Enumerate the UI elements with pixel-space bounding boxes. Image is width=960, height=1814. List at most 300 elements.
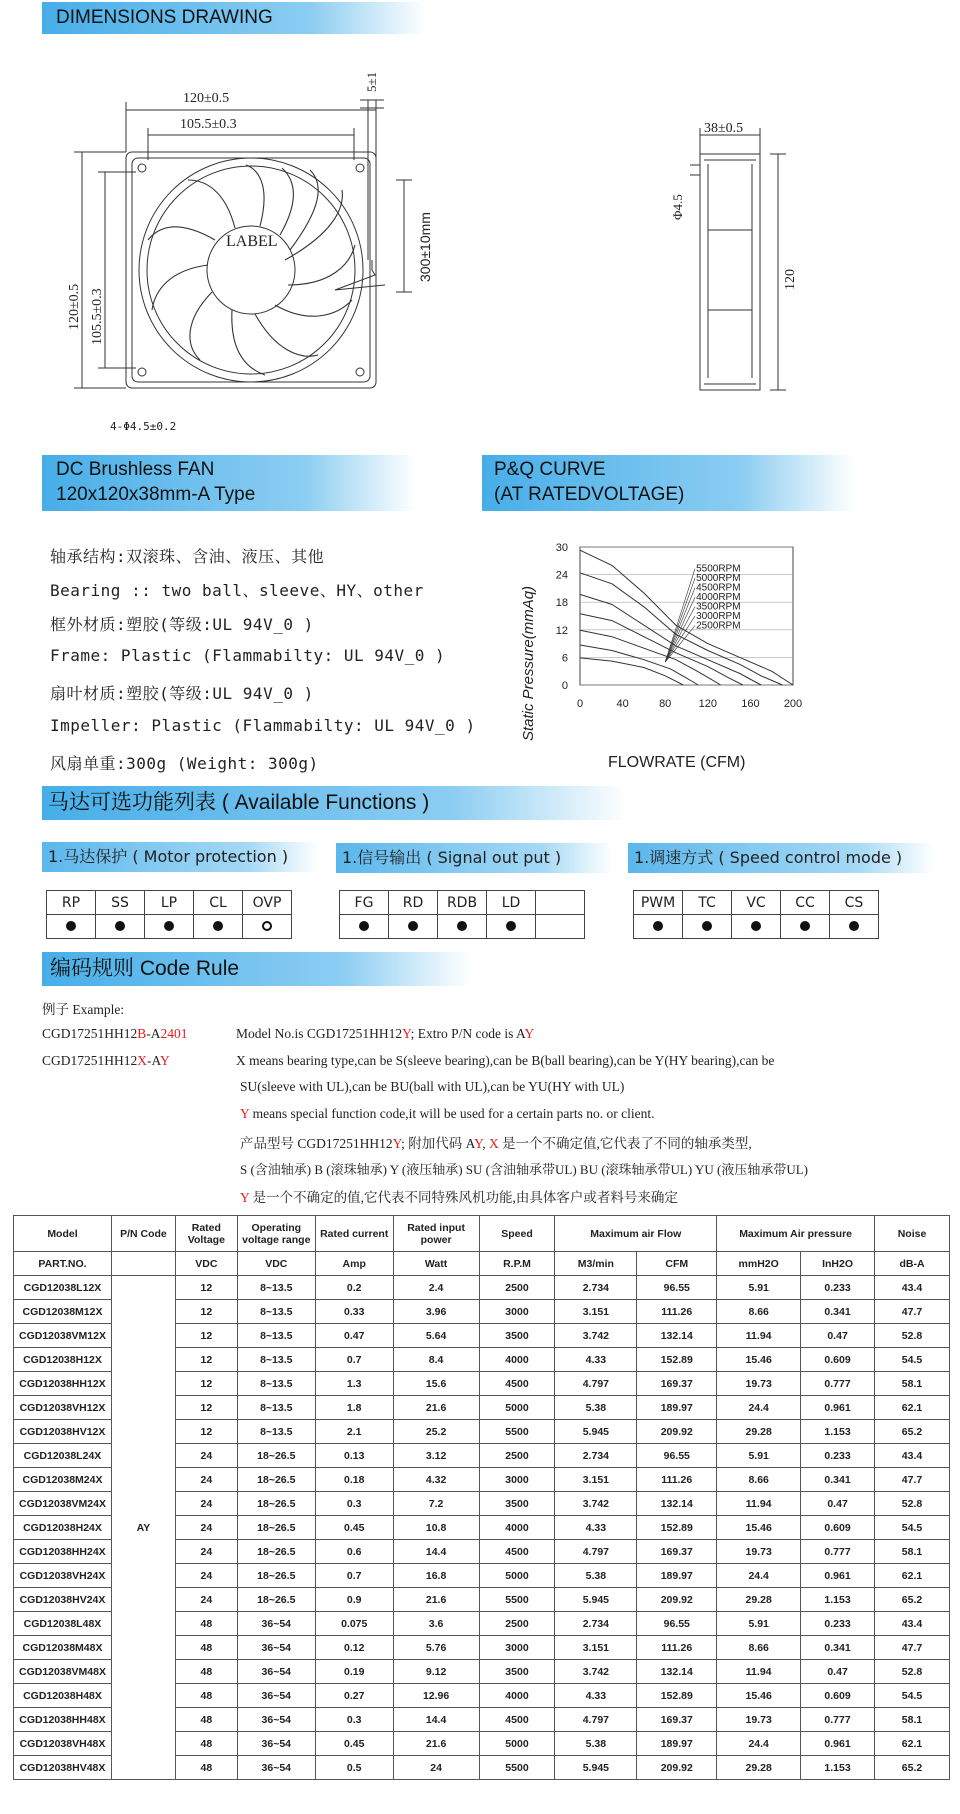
function-col: RD bbox=[389, 891, 438, 915]
code-part-red: B bbox=[137, 1026, 147, 1041]
x-tick-label: 120 bbox=[698, 698, 717, 710]
supported-dot-icon bbox=[457, 921, 467, 931]
table-cell: 36~54 bbox=[237, 1612, 315, 1636]
table-cell: 5000 bbox=[479, 1564, 555, 1588]
series-label: 3000RPM bbox=[696, 611, 741, 623]
table-cell: 5.64 bbox=[393, 1324, 479, 1348]
section-header-dimensions bbox=[42, 2, 426, 34]
table-cell: 0.5 bbox=[315, 1756, 393, 1780]
unit-header: VDC bbox=[175, 1252, 237, 1276]
table-cell: 2500 bbox=[479, 1612, 555, 1636]
pq-curve-chart bbox=[515, 535, 815, 775]
rule-line-1 bbox=[236, 1026, 534, 1042]
table-cell: 3.151 bbox=[555, 1468, 637, 1492]
dim-45: Φ4.5 bbox=[670, 194, 685, 220]
table-cell: 8.66 bbox=[717, 1636, 801, 1660]
code-part-red: X bbox=[137, 1053, 148, 1068]
fan-label: LABEL bbox=[226, 233, 278, 250]
table-cell: 4000 bbox=[479, 1516, 555, 1540]
table-cell: 3.12 bbox=[393, 1444, 479, 1468]
series-label: 5000RPM bbox=[696, 573, 741, 585]
table-cell: 4.33 bbox=[555, 1348, 637, 1372]
supported-dot-icon bbox=[849, 921, 859, 931]
col-header: P/N Code bbox=[111, 1216, 175, 1252]
rule-text: ; Extro P/N code is A bbox=[410, 1026, 525, 1041]
table-cell: 21.6 bbox=[393, 1588, 479, 1612]
table-cell: 3000 bbox=[479, 1636, 555, 1660]
pq-title-line1: P&Q CURVE bbox=[494, 459, 606, 480]
spec-line: Bearing :: two ball、sleeve、HY、other bbox=[50, 581, 424, 600]
table-cell: 5.76 bbox=[393, 1636, 479, 1660]
table-cell: 209.92 bbox=[637, 1756, 717, 1780]
dim-300: 300±10mm bbox=[417, 212, 433, 282]
table-cell: 12 bbox=[175, 1348, 237, 1372]
table-cell: 47.7 bbox=[875, 1468, 950, 1492]
table-cell: 5500 bbox=[479, 1588, 555, 1612]
function-group-title: 1.调速方式 ( Speed control mode ) bbox=[628, 843, 934, 873]
table-cell: 111.26 bbox=[637, 1300, 717, 1324]
function-table-signal-output bbox=[339, 890, 585, 939]
supported-dot-icon bbox=[408, 921, 418, 931]
table-cell: 52.8 bbox=[875, 1492, 950, 1516]
rule-text-red: Y bbox=[240, 1106, 250, 1121]
table-cell: 0.45 bbox=[315, 1516, 393, 1540]
section-header-code-rule bbox=[42, 952, 470, 986]
table-cell: 29.28 bbox=[717, 1588, 801, 1612]
rule-text-red: Y bbox=[474, 1136, 483, 1151]
table-cell: 0.3 bbox=[315, 1708, 393, 1732]
table-cell: 0.47 bbox=[801, 1324, 875, 1348]
table-cell: 0.609 bbox=[801, 1516, 875, 1540]
table-cell: 8~13.5 bbox=[237, 1420, 315, 1444]
table-cell: 3.742 bbox=[555, 1660, 637, 1684]
table-cell: 36~54 bbox=[237, 1756, 315, 1780]
supported-dot-icon bbox=[751, 921, 761, 931]
table-cell: 3.96 bbox=[393, 1300, 479, 1324]
front-view-drawing bbox=[60, 60, 480, 430]
table-cell: 1.153 bbox=[801, 1756, 875, 1780]
table-cell: 2.4 bbox=[393, 1276, 479, 1300]
table-cell: 4500 bbox=[479, 1708, 555, 1732]
section-header-dc-fan bbox=[42, 455, 416, 511]
series-line bbox=[580, 645, 698, 685]
y-tick-label: 0 bbox=[561, 680, 568, 692]
unit-header: mmH2O bbox=[717, 1252, 801, 1276]
col-header: Rated current bbox=[315, 1216, 393, 1252]
table-cell: 132.14 bbox=[637, 1492, 717, 1516]
model-cell: CGD12038HH48X bbox=[14, 1708, 112, 1732]
pq-title-line2: (AT RATEDVOLTAGE) bbox=[494, 484, 685, 505]
table-cell: 12 bbox=[175, 1300, 237, 1324]
table-cell: 3.151 bbox=[555, 1636, 637, 1660]
y-tick-label: 12 bbox=[555, 624, 568, 637]
table-cell: 5000 bbox=[479, 1396, 555, 1420]
table-cell: 24.4 bbox=[717, 1396, 801, 1420]
series-label: 4000RPM bbox=[696, 592, 741, 604]
unit-header: dB-A bbox=[875, 1252, 950, 1276]
table-cell: 14.4 bbox=[393, 1540, 479, 1564]
table-cell: 0.9 bbox=[315, 1588, 393, 1612]
function-table-motor-protection bbox=[46, 890, 292, 939]
model-cell: CGD12038H24X bbox=[14, 1516, 112, 1540]
table-cell: 58.1 bbox=[875, 1540, 950, 1564]
x-tick-label: 0 bbox=[576, 698, 584, 710]
dc-title-line2: 120x120x38mm-A Type bbox=[56, 484, 256, 505]
table-cell: 4000 bbox=[479, 1684, 555, 1708]
table-cell: 54.5 bbox=[875, 1684, 950, 1708]
functions-title: 马达可选功能列表 ( Available Functions ) bbox=[48, 791, 430, 814]
table-cell: 43.4 bbox=[875, 1612, 950, 1636]
unit-header: R.P.M bbox=[479, 1252, 555, 1276]
y-tick-label: 30 bbox=[555, 542, 568, 554]
unit-header: VDC bbox=[237, 1252, 315, 1276]
model-cell: CGD12038HV12X bbox=[14, 1420, 112, 1444]
table-cell: 0.3 bbox=[315, 1492, 393, 1516]
table-cell: 132.14 bbox=[637, 1324, 717, 1348]
table-cell: 189.97 bbox=[637, 1564, 717, 1588]
table-cell: 0.47 bbox=[801, 1492, 875, 1516]
rule-text: 是一个不确定的值,它代表不同特殊风机功能,由具体客户或者料号来确定 bbox=[249, 1190, 678, 1205]
model-cell: CGD12038VH48X bbox=[14, 1732, 112, 1756]
model-cell: CGD12038H12X bbox=[14, 1348, 112, 1372]
table-cell: 2500 bbox=[479, 1276, 555, 1300]
table-cell: 9.12 bbox=[393, 1660, 479, 1684]
table-cell: 62.1 bbox=[875, 1732, 950, 1756]
table-cell: 48 bbox=[175, 1732, 237, 1756]
table-cell: 62.1 bbox=[875, 1564, 950, 1588]
dim-120-top: 120±0.5 bbox=[183, 91, 230, 106]
rule-text: 是一个不确定值,它代表了不同的轴承类型, bbox=[498, 1136, 752, 1151]
series-label: 5500RPM bbox=[696, 563, 741, 575]
table-cell: 48 bbox=[175, 1612, 237, 1636]
model-cell: CGD12038VH12X bbox=[14, 1396, 112, 1420]
code-part: -A bbox=[147, 1053, 161, 1068]
table-cell: 5.91 bbox=[717, 1444, 801, 1468]
table-cell: 0.13 bbox=[315, 1444, 393, 1468]
dim-38: 38±0.5 bbox=[704, 121, 744, 136]
pq-xlabel: FLOWRATE (CFM) bbox=[608, 754, 746, 771]
rule-text-red: X bbox=[488, 1136, 499, 1151]
spec-line: Impeller: Plastic (Flammabilty: UL 94V_0 ) bbox=[50, 716, 476, 735]
table-cell: 0.2 bbox=[315, 1276, 393, 1300]
function-col: OVP bbox=[243, 891, 292, 915]
supported-dot-icon bbox=[359, 921, 369, 931]
table-cell: 7.2 bbox=[393, 1492, 479, 1516]
table-cell: 189.97 bbox=[637, 1396, 717, 1420]
table-cell: 5.945 bbox=[555, 1756, 637, 1780]
model-cell: CGD12038HV24X bbox=[14, 1588, 112, 1612]
table-cell: 36~54 bbox=[237, 1732, 315, 1756]
table-cell: 3.151 bbox=[555, 1300, 637, 1324]
table-cell: 0.33 bbox=[315, 1300, 393, 1324]
y-tick-label: 24 bbox=[555, 569, 568, 582]
table-cell: 52.8 bbox=[875, 1324, 950, 1348]
table-cell: 36~54 bbox=[237, 1660, 315, 1684]
table-cell: 12 bbox=[175, 1420, 237, 1444]
model-cell: CGD12038L12X bbox=[14, 1276, 112, 1300]
table-cell: 0.47 bbox=[801, 1660, 875, 1684]
pn-code-span-cell: AY bbox=[111, 1276, 175, 1780]
col-header: Rated Voltage bbox=[175, 1216, 237, 1252]
table-cell: 8~13.5 bbox=[237, 1396, 315, 1420]
table-cell: 48 bbox=[175, 1684, 237, 1708]
unit-header: InH2O bbox=[801, 1252, 875, 1276]
table-cell: 29.28 bbox=[717, 1756, 801, 1780]
supported-dot-icon bbox=[213, 921, 223, 931]
table-cell: 0.961 bbox=[801, 1732, 875, 1756]
table-cell: 2.734 bbox=[555, 1612, 637, 1636]
table-cell: 8.66 bbox=[717, 1468, 801, 1492]
table-cell: 0.233 bbox=[801, 1444, 875, 1468]
table-cell: 0.609 bbox=[801, 1684, 875, 1708]
table-cell: 29.28 bbox=[717, 1420, 801, 1444]
table-cell: 3.742 bbox=[555, 1324, 637, 1348]
table-cell: 47.7 bbox=[875, 1300, 950, 1324]
table-cell: 3500 bbox=[479, 1492, 555, 1516]
table-cell: 0.7 bbox=[315, 1348, 393, 1372]
model-cell: CGD12038L48X bbox=[14, 1612, 112, 1636]
table-cell: 65.2 bbox=[875, 1420, 950, 1444]
table-cell: 169.37 bbox=[637, 1708, 717, 1732]
rule-line-3: SU(sleeve with UL),can be BU(ball with UL),can be YU(HY with UL) bbox=[240, 1079, 625, 1094]
table-cell: 169.37 bbox=[637, 1372, 717, 1396]
spec-line: 扇叶材质:塑胶(等级:UL 94V_0 ) bbox=[50, 684, 314, 703]
side-view-drawing bbox=[660, 120, 800, 400]
table-cell: 19.73 bbox=[717, 1540, 801, 1564]
spec-line: 轴承结构:双滚珠、含油、液压、其他 bbox=[50, 547, 325, 566]
table-cell: 0.777 bbox=[801, 1540, 875, 1564]
rule-text: Model No.is CGD17251HH12 bbox=[236, 1026, 403, 1041]
table-cell: 0.777 bbox=[801, 1372, 875, 1396]
code-part-red: Y bbox=[160, 1053, 170, 1068]
col-header: Noise bbox=[875, 1216, 950, 1252]
table-cell: 24.4 bbox=[717, 1564, 801, 1588]
table-cell: 3500 bbox=[479, 1324, 555, 1348]
table-cell: 21.6 bbox=[393, 1396, 479, 1420]
model-cell: CGD12038M12X bbox=[14, 1300, 112, 1324]
table-cell: 8.66 bbox=[717, 1300, 801, 1324]
spec-line: 框外材质:塑胶(等级:UL 94V_0 ) bbox=[50, 615, 314, 634]
table-cell: 54.5 bbox=[875, 1516, 950, 1540]
dim-side-120: 120 bbox=[783, 269, 798, 290]
col-header: Rated input power bbox=[393, 1216, 479, 1252]
table-cell: 0.233 bbox=[801, 1612, 875, 1636]
dim-1055-left: 105.5±0.3 bbox=[90, 288, 105, 345]
series-line bbox=[580, 573, 782, 685]
table-cell: 8~13.5 bbox=[237, 1348, 315, 1372]
table-cell: 36~54 bbox=[237, 1636, 315, 1660]
table-cell: 4.797 bbox=[555, 1708, 637, 1732]
table-cell: 36~54 bbox=[237, 1684, 315, 1708]
function-col: VC bbox=[732, 891, 781, 915]
table-cell: 18~26.5 bbox=[237, 1516, 315, 1540]
rule-text-red: Y bbox=[402, 1026, 411, 1041]
table-cell: 24 bbox=[175, 1444, 237, 1468]
dim-1055-top: 105.5±0.3 bbox=[180, 117, 237, 132]
rule-text-red: Y bbox=[240, 1190, 250, 1205]
table-cell: 5500 bbox=[479, 1420, 555, 1444]
table-cell: 1.153 bbox=[801, 1420, 875, 1444]
table-cell: 5.38 bbox=[555, 1732, 637, 1756]
function-col-empty bbox=[536, 891, 585, 915]
supported-dot-icon bbox=[115, 921, 125, 931]
table-cell: 5.91 bbox=[717, 1276, 801, 1300]
supported-dot-icon bbox=[800, 921, 810, 931]
section-header-functions bbox=[42, 786, 628, 820]
model-cell: CGD12038VH24X bbox=[14, 1564, 112, 1588]
table-cell: 58.1 bbox=[875, 1708, 950, 1732]
table-cell: 2.1 bbox=[315, 1420, 393, 1444]
table-cell: 12 bbox=[175, 1396, 237, 1420]
table-cell: 4500 bbox=[479, 1372, 555, 1396]
table-cell: 169.37 bbox=[637, 1540, 717, 1564]
table-cell: 4.32 bbox=[393, 1468, 479, 1492]
table-cell: 3.6 bbox=[393, 1612, 479, 1636]
table-cell: 0.341 bbox=[801, 1636, 875, 1660]
table-cell: 1.3 bbox=[315, 1372, 393, 1396]
table-cell: 0.609 bbox=[801, 1348, 875, 1372]
supported-dot-icon bbox=[66, 921, 76, 931]
table-cell: 0.233 bbox=[801, 1276, 875, 1300]
table-cell: 18~26.5 bbox=[237, 1468, 315, 1492]
table-cell: 96.55 bbox=[637, 1612, 717, 1636]
table-cell: 0.27 bbox=[315, 1684, 393, 1708]
spec-line: 风扇单重:300g (Weight: 300g) bbox=[50, 754, 319, 773]
code-part: -A bbox=[146, 1026, 161, 1041]
table-cell: 19.73 bbox=[717, 1372, 801, 1396]
section-header-pq bbox=[482, 455, 854, 511]
table-cell: 209.92 bbox=[637, 1420, 717, 1444]
table-cell: 43.4 bbox=[875, 1276, 950, 1300]
model-cell: CGD12038H48X bbox=[14, 1684, 112, 1708]
function-col: LP bbox=[145, 891, 194, 915]
section-title: DIMENSIONS DRAWING bbox=[56, 7, 273, 28]
table-cell: 47.7 bbox=[875, 1636, 950, 1660]
table-cell: 15.6 bbox=[393, 1372, 479, 1396]
x-tick-label: 160 bbox=[741, 698, 760, 710]
spec-line: Frame: Plastic (Flammabilty: UL 94V_0 ) bbox=[50, 646, 446, 665]
table-cell: 111.26 bbox=[637, 1636, 717, 1660]
function-table-speed-control bbox=[633, 890, 879, 939]
col-header: Maximum air Flow bbox=[555, 1216, 717, 1252]
table-cell: 18~26.5 bbox=[237, 1492, 315, 1516]
table-cell: 5.945 bbox=[555, 1588, 637, 1612]
table-cell: 0.777 bbox=[801, 1708, 875, 1732]
series-leader-line bbox=[665, 578, 695, 662]
table-cell: 24 bbox=[175, 1492, 237, 1516]
table-cell: 15.46 bbox=[717, 1684, 801, 1708]
table-cell: 8~13.5 bbox=[237, 1324, 315, 1348]
function-col: TC bbox=[683, 891, 732, 915]
table-cell: 10.8 bbox=[393, 1516, 479, 1540]
table-cell: 0.12 bbox=[315, 1636, 393, 1660]
y-tick-label: 18 bbox=[555, 597, 568, 610]
table-cell: 18~26.5 bbox=[237, 1540, 315, 1564]
table-cell: 65.2 bbox=[875, 1588, 950, 1612]
series-line bbox=[580, 658, 683, 685]
unit-header: M3/min bbox=[555, 1252, 637, 1276]
y-tick-label: 6 bbox=[561, 652, 568, 665]
table-row bbox=[14, 1276, 950, 1300]
table-cell: 16.8 bbox=[393, 1564, 479, 1588]
specification-table bbox=[13, 1215, 950, 1780]
table-cell: 3000 bbox=[479, 1468, 555, 1492]
table-cell: 12 bbox=[175, 1372, 237, 1396]
table-cell: 1.8 bbox=[315, 1396, 393, 1420]
table-cell: 0.18 bbox=[315, 1468, 393, 1492]
col-header: Operating voltage range bbox=[237, 1216, 315, 1252]
x-tick-label: 200 bbox=[783, 698, 803, 710]
x-tick-label: 40 bbox=[616, 698, 629, 710]
table-cell: 12.96 bbox=[393, 1684, 479, 1708]
table-cell: 62.1 bbox=[875, 1396, 950, 1420]
model-cell: CGD12038M24X bbox=[14, 1468, 112, 1492]
table-cell: 24 bbox=[175, 1468, 237, 1492]
function-col: SS bbox=[96, 891, 145, 915]
code-part: CGD17251HH12 bbox=[42, 1053, 138, 1068]
table-cell: 111.26 bbox=[637, 1468, 717, 1492]
rule-text: means special function code,it will be used for a certain parts no. or client. bbox=[249, 1106, 655, 1121]
function-col: RDB bbox=[438, 891, 487, 915]
unit-header: PART.NO. bbox=[14, 1252, 112, 1276]
function-group-title: 1.马达保护 ( Motor protection ) bbox=[42, 842, 318, 872]
table-cell: 8~13.5 bbox=[237, 1372, 315, 1396]
supported-dot-icon bbox=[653, 921, 663, 931]
table-cell: 189.97 bbox=[637, 1732, 717, 1756]
table-cell: 5.91 bbox=[717, 1612, 801, 1636]
rule-line-4 bbox=[240, 1106, 655, 1122]
model-cell: CGD12038VM24X bbox=[14, 1492, 112, 1516]
function-col: PWM bbox=[634, 891, 683, 915]
unit-header: CFM bbox=[637, 1252, 717, 1276]
table-cell: 3.742 bbox=[555, 1492, 637, 1516]
table-cell: 4.33 bbox=[555, 1684, 637, 1708]
example-code-2 bbox=[42, 1053, 170, 1069]
table-cell: 0.7 bbox=[315, 1564, 393, 1588]
rule-line-5 bbox=[240, 1132, 752, 1152]
function-group-title: 1.信号输出 ( Signal out put ) bbox=[336, 843, 612, 873]
rule-text: 产品型号 CGD17251HH12 bbox=[240, 1136, 393, 1151]
unit-header: Watt bbox=[393, 1252, 479, 1276]
function-col: CL bbox=[194, 891, 243, 915]
col-header: Speed bbox=[479, 1216, 555, 1252]
mount-holes-dim: 4-Φ4.5±0.2 bbox=[110, 420, 177, 430]
series-label: 3500RPM bbox=[696, 601, 741, 613]
table-cell: 2500 bbox=[479, 1444, 555, 1468]
table-cell: 3000 bbox=[479, 1300, 555, 1324]
table-cell: 48 bbox=[175, 1660, 237, 1684]
table-cell: 15.46 bbox=[717, 1348, 801, 1372]
series-label: 2500RPM bbox=[696, 620, 741, 632]
table-cell: 24 bbox=[175, 1540, 237, 1564]
model-cell: CGD12038L24X bbox=[14, 1444, 112, 1468]
table-cell: 65.2 bbox=[875, 1756, 950, 1780]
table-cell: 14.4 bbox=[393, 1708, 479, 1732]
function-col: LD bbox=[487, 891, 536, 915]
table-cell: 0.45 bbox=[315, 1732, 393, 1756]
model-cell: CGD12038HH12X bbox=[14, 1372, 112, 1396]
table-cell: 24 bbox=[175, 1588, 237, 1612]
col-header: Model bbox=[14, 1216, 112, 1252]
optional-ring-icon bbox=[262, 921, 272, 931]
col-header: Maximum Air pressure bbox=[717, 1216, 875, 1252]
table-cell: 18~26.5 bbox=[237, 1564, 315, 1588]
table-cell: 12 bbox=[175, 1276, 237, 1300]
code-rule-title: 编码规则 Code Rule bbox=[50, 957, 240, 980]
table-cell: 5000 bbox=[479, 1732, 555, 1756]
code-part: CGD17251HH12 bbox=[42, 1026, 138, 1041]
table-cell: 4.33 bbox=[555, 1516, 637, 1540]
